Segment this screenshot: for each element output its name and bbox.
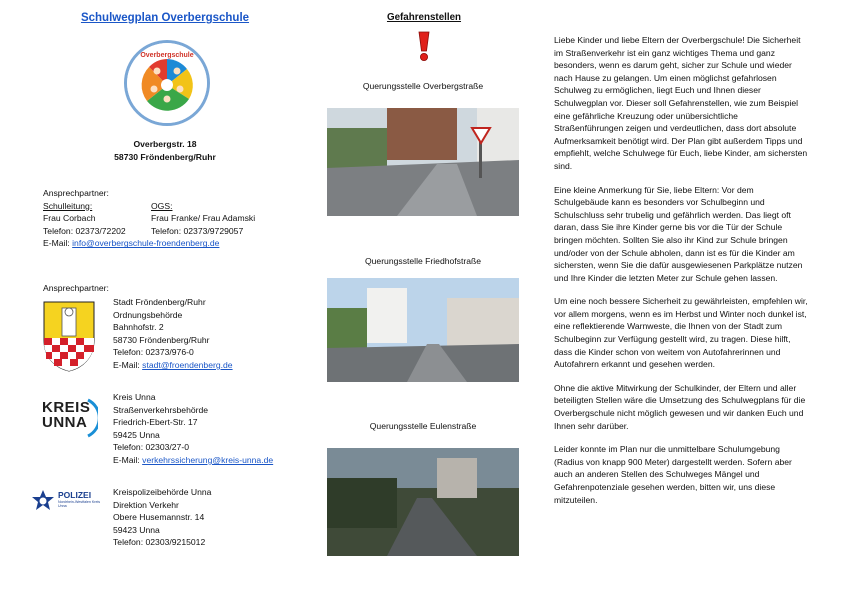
kreis-contact (113, 391, 313, 467)
hazards-heading: Gefahrenstellen (386, 12, 462, 23)
polizei-line: 59423 Unna (113, 524, 160, 535)
kreis-email-link[interactable]: verkehrssicherung@kreis-unna.de (142, 454, 274, 465)
photo-friedhofstrasse (327, 278, 519, 382)
kreis-line: Friedrich-Ebert-Str. 17 (113, 417, 198, 428)
kreis-unna-logo (40, 396, 98, 440)
page-title: Schulwegplan Overbergschule (80, 12, 250, 24)
spot-label-overbergstrasse: Querungsstelle Overbergstraße (362, 81, 484, 91)
stadt-line: Ordnungsbehörde (113, 309, 183, 320)
contacts-heading: Ansprechpartner: (43, 188, 109, 198)
exclamation-icon (413, 30, 435, 62)
polizei-line: Direktion Verkehr (113, 499, 179, 510)
photo-overbergstrasse (327, 108, 519, 216)
polizei-subline: Nordrhein-Westfalen Kreis Unna (58, 500, 101, 509)
school-city: 58730 Fröndenberg/Ruhr (114, 151, 216, 162)
stadt-contact (113, 296, 313, 372)
intro-paragraph: Um eine noch bessere Sicherheit zu gewährleisten, empfehlen wir, vor allem morgens, wenn es im Herbst und Winter noch dunkel ist, eine reflektierende Warnweste, die Ihnen von der Stadt zum Schulbeginn zur Verfügung gestellt wird, zu tragen. Diese hilft, dass die Kinder schon von weitem von Autofahrerinnen und Autofahrern erkannt und gesehen werden. (554, 296, 808, 370)
photo-eulenstrasse (327, 448, 519, 556)
ogs-heading: OGS: (151, 200, 173, 211)
school-logo (124, 40, 210, 126)
polizei-line: Telefon: 02303/9215012 (113, 537, 206, 548)
kreis-unna-wordmark: KREIS UNNA (42, 399, 91, 431)
kreis-line: Kreis Unna (113, 392, 156, 402)
school-email-link[interactable]: info@overbergschule-froendenberg.de (72, 238, 220, 249)
stadt-line: Stadt Fröndenberg/Ruhr (113, 297, 206, 307)
schulleitung-name: Frau Corbach (43, 213, 96, 224)
authorities-heading: Ansprechpartner: (43, 283, 109, 293)
intro-text (554, 34, 808, 517)
svg-text:Overbergschule: Overbergschule (140, 52, 194, 59)
email-label: E-Mail: (113, 359, 143, 370)
schulleitung-phone: Telefon: 02373/72202 (43, 225, 126, 236)
polizei-line: Obere Husemannstr. 14 (113, 512, 205, 523)
schulleitung-heading: Schulleitung: (43, 200, 93, 211)
intro-paragraph: Eine kleine Anmerkung für Sie, liebe Eltern: Vor dem Schulgebäude kann es besonders vor Schulbeginn und Schulschluss sehr trubelig und gefährlich werden. Das liegt oft daran, dass Sie ihre Kinder gerne bis vor die Tür der Schule bringen möchten. Sollten Sie also ihr Kind zur Schule bringen und/oder von der Schule abholen, dann ist es für die Kinder am sichersten, wenn Sie die dafür ausgewiesenen Parkplätze nutzen und Ihre Kinder die letzten Meter zur Schule gehen lassen. (554, 184, 803, 283)
kreis-line: Telefon: 02303/27-0 (113, 442, 189, 453)
email-label: E-Mail: (43, 238, 73, 249)
kreis-line: 59425 Unna (113, 429, 160, 440)
intro-paragraph: Ohne die aktive Mitwirkung der Schulkinder, der Eltern und aller beteiligten Stellen wäre die Umsetzung des Schulwegplans für die Overbergschule nicht möglich gewesen und wir danken Euch und Ihnen sehr darüber. (554, 382, 806, 431)
stadt-email-link[interactable]: stadt@froendenberg.de (142, 359, 233, 370)
stadt-line: 58730 Fröndenberg/Ruhr (113, 334, 210, 345)
intro-paragraph: Leider konnte im Plan nur die unmittelbare Schulumgebung (Radius von knapp 900 Meter) dargestellt werden. Sofern aber auch an anderen Stellen des Schulweges Mängel und Gefahrenpotenziale gesehen werden, bitten wir, uns diese mitzuteilen. (554, 444, 792, 505)
email-label: E-Mail: (113, 454, 143, 465)
school-address (0, 138, 330, 163)
stadt-line: Bahnhofstr. 2 (113, 322, 164, 333)
polizei-wordmark: POLIZEI (58, 490, 92, 500)
intro-paragraph: Liebe Kinder und liebe Eltern der Overbergschule! Die Sicherheit im Straßenverkehr ist ein ganz wichtiges Thema und ganz besonders, wenn es darum geht, sicher zur Schule und wieder nach Hause zu gelangen. Um einen möglichst gefahrlosen Schulweg zu ermöglichen, liegt Euch und Ihnen dieser Schulwegplan vor. Dieser soll Gefahrenstellen, wie zum Beispiel eine gefährliche Kreuzung oder unübersichtliche Straßenführungen zeigen und verdeutlichen, dass dort absolute Aufmerksamkeit benötigt wird. Der Plan gibt außerdem Tipps und empfiehlt, welche Schulwege für Euch, liebe Kinder, am sichersten sind. (554, 35, 808, 171)
polizei-line: Kreispolizeibehörde Unna (113, 487, 212, 497)
stadt-coat-of-arms-icon (42, 300, 96, 372)
school-street: Overbergstr. 18 (133, 139, 197, 149)
polizei-logo (30, 488, 102, 514)
ogs-name: Frau Franke/ Frau Adamski (151, 213, 256, 224)
spot-label-friedhofstrasse: Querungsstelle Friedhofstraße (364, 256, 482, 266)
school-contacts (43, 187, 313, 250)
stadt-line: Telefon: 02373/976-0 (113, 347, 194, 358)
polizei-contact (113, 486, 313, 549)
ogs-phone: Telefon: 02373/9729057 (151, 225, 244, 236)
spot-label-eulenstrasse: Querungsstelle Eulenstraße (369, 421, 477, 431)
kreis-line: Straßenverkehrsbehörde (113, 404, 209, 415)
